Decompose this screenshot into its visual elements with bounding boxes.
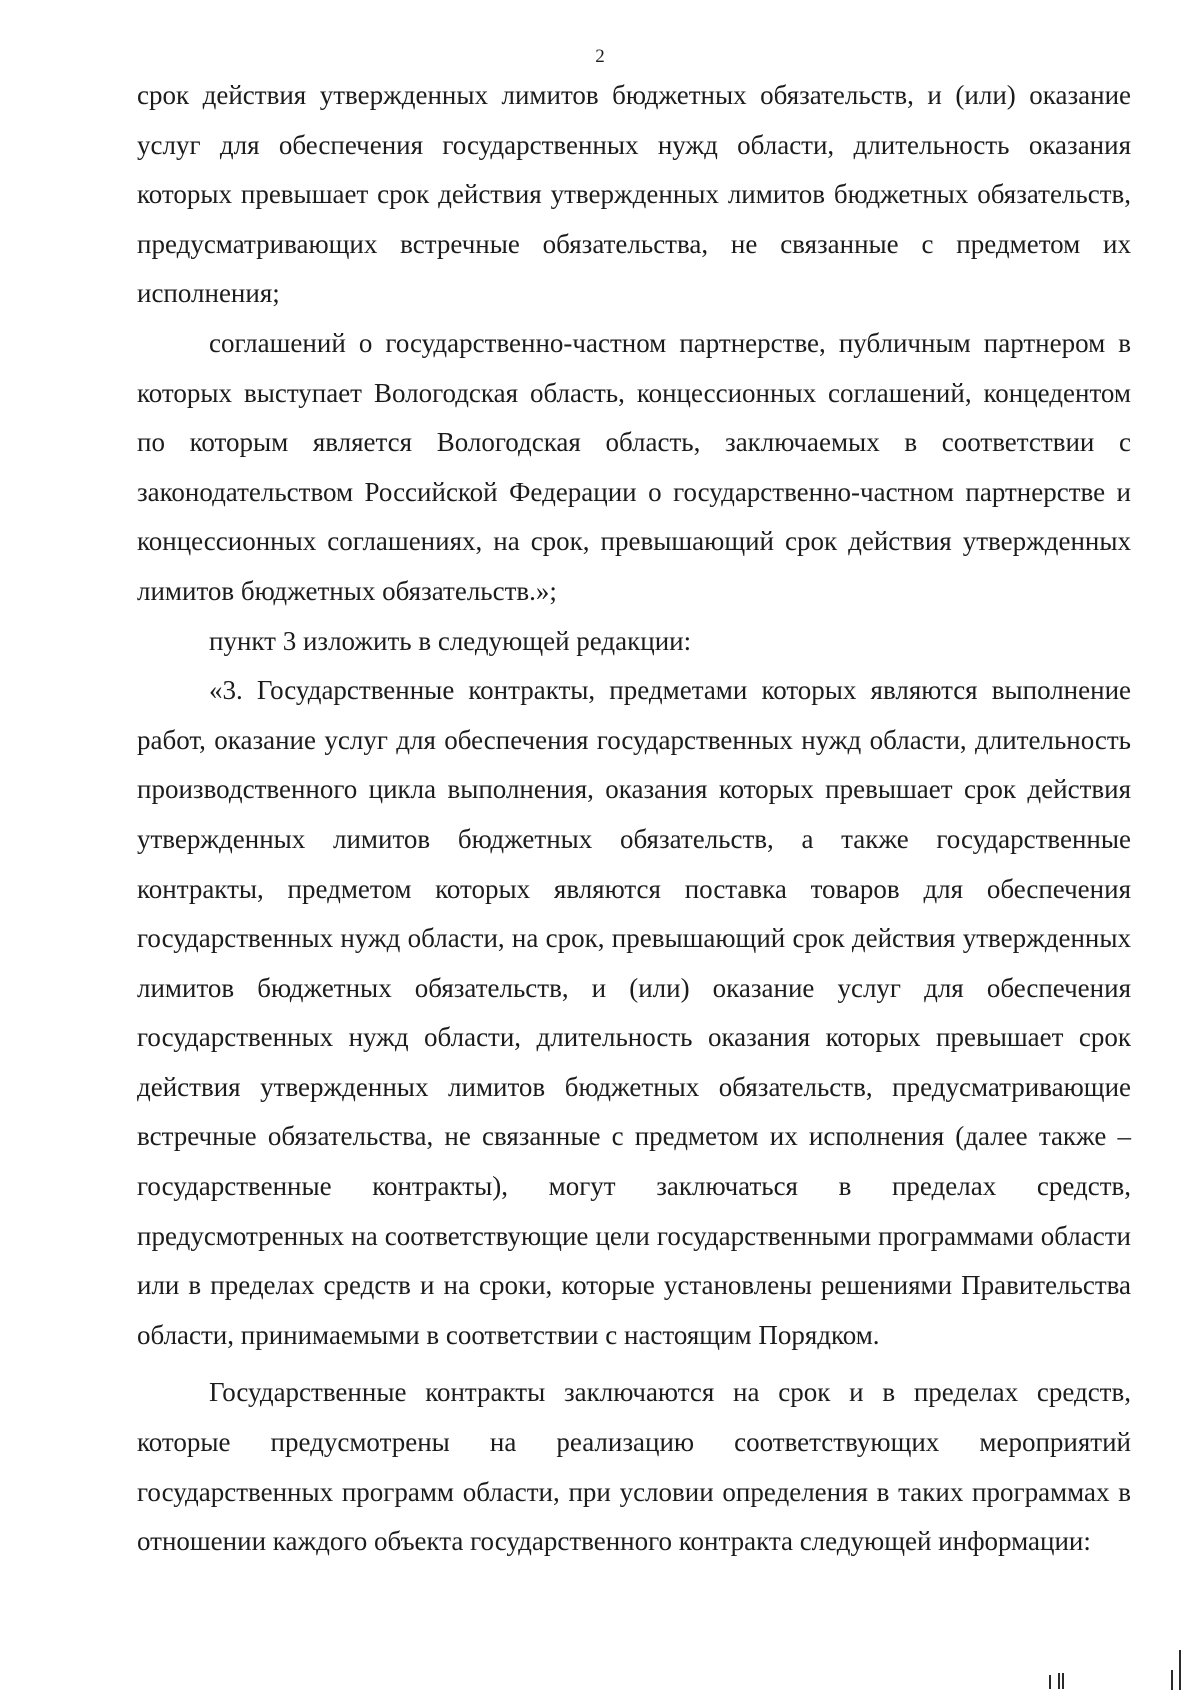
scan-artifact [1062,1673,1064,1689]
page-number: 2 [595,46,605,67]
scan-artifact [1179,1650,1181,1690]
paragraph-amendment-instruction: пункт 3 изложить в следующей редакции: [209,625,692,656]
paragraph-contract-terms: Государственные контракты заключаются на срок и в пределах средств, которые предусмотрены на реализацию соответствующих мероприятий государственных программ области, при условии определения в таких программах в отношении каждого объекта государственного контракта следующей информации: [137,1377,1131,1557]
document-body [137,71,1131,1567]
paragraph-continuation: срок действия утвержденных лимитов бюджетных обязательств, и (или) оказание услуг для обеспечения государственных нужд области, длительность оказания которых превышает срок действия утвержденных лимитов бюджетных обязательств, предусматривающих встречные обязательства, не связанные с предметом их исполнения; [137,80,1131,309]
scan-artifact [1058,1673,1060,1689]
paragraph-agreements: соглашений о государственно-частном партнерстве, публичным партнером в которых выступает Вологодская область, концессионных соглашений, концедентом по которым является Вологодская область, заключаемых в соответствии с законодательством Российской Федерации о государственно-частном партнерстве и концессионных соглашениях, на срок, превышающий срок действия утвержденных лимитов бюджетных обязательств.»; [137,327,1131,606]
paragraph-clause-3: «3. Государственные контракты, предметами которых являются выполнение работ, оказание услуг для обеспечения государственных нужд области, длительность производственного цикла выполнения, оказания которых превышает срок действия утвержденных лимитов бюджетных обязательств, а также государственные контракты, предметом которых являются поставка товаров для обеспечения государственных нужд области, на срок, превышающий срок действия утвержденных лимитов бюджетных обязательств, и (или) оказание услуг для обеспечения государственных нужд области, длительность оказания которых превышает срок действия утвержденных лимитов бюджетных обязательств, предусматривающие встречные обязательства, не связанные с предметом их исполнения (далее также – государственные контракты), могут заключаться в пределах средств, предусмотренных на соответствующие цели государственными программами области или в пределах средств и на сроки, которые установлены решениями Правительства области, принимаемыми в соответствии с настоящим Порядком. [137,675,1131,1350]
scan-artifact [1049,1675,1051,1689]
scan-artifact [1171,1670,1173,1690]
